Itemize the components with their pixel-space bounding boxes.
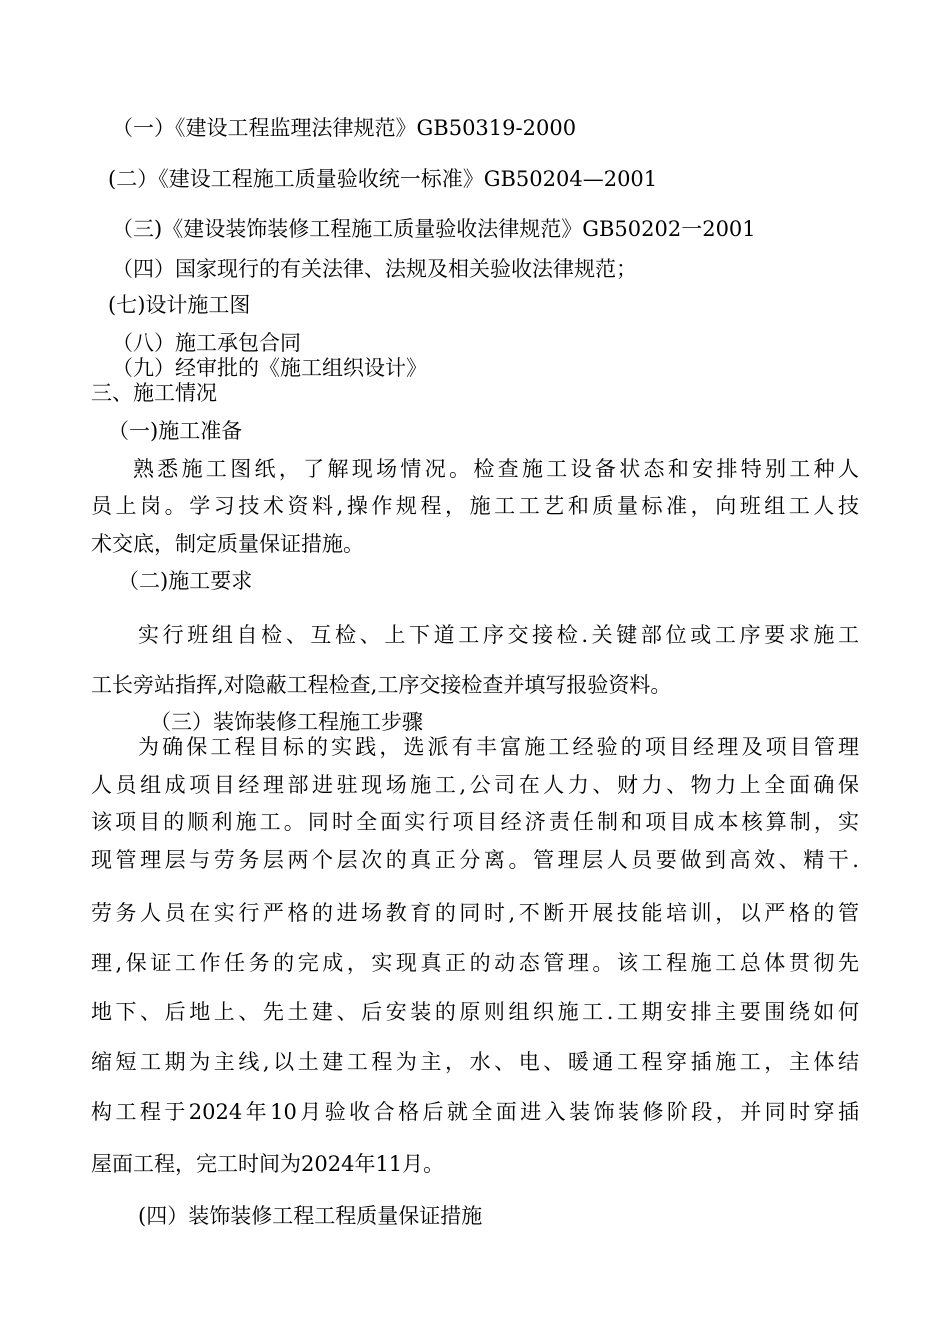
steps-line: 理,保证工作任务的完成，实现真正的动态管理。该工程施工总体贯彻先: [91, 951, 859, 975]
steps-line: 屋面工程，完工时间为2024年11月。: [91, 1152, 445, 1176]
reference-item-2: (二）《建设工程施工质量验收统一标准》GB50204—2001: [108, 167, 658, 191]
req-line: 实行班组自检、互检、上下道工序交接检.关键部位或工序要求施工: [138, 623, 859, 647]
req-line: 工长旁站指挥,对隐蔽工程检查,工序交接检查并填写报验资料。: [91, 673, 672, 697]
steps-line: 为确保工程目标的实践，选派有丰富施工经验的项目经理及项目管理: [138, 735, 859, 759]
section-title: 三、施工情况: [91, 381, 217, 405]
prep-heading: （一)施工准备: [108, 419, 243, 443]
prep-line: 术交底，制定质量保证措施。: [91, 532, 364, 556]
quality-heading: (四）装饰装修工程工程质量保证措施: [138, 1204, 483, 1228]
req-heading: （二)施工要求: [118, 569, 253, 593]
steps-line: 人员组成项目经理部进驻现场施工,公司在人力、财力、物力上全面确保: [91, 773, 859, 797]
reference-item-8: （八）施工承包合同: [112, 331, 301, 355]
prep-line: 员上岗。学习技术资料,操作规程，施工工艺和质量标准，向班组工人技: [91, 494, 859, 518]
steps-line: 劳务人员在实行严格的进场教育的同时,不断开展技能培训，以严格的管: [91, 901, 859, 925]
steps-line: 缩短工期为主线,以土建工程为主，水、电、暖通工程穿插施工，主体结: [91, 1050, 859, 1074]
reference-item-9: （九）经审批的《施工组织设计》: [112, 356, 427, 380]
prep-line: 熟悉施工图纸，了解现场情况。检查施工设备状态和安排特别工种人: [133, 457, 859, 481]
steps-line: 该项目的顺利施工。同时全面实行项目经济责任制和项目成本核算制，实: [91, 810, 859, 834]
reference-item-1: （一）《建设工程监理法律规范》GB50319-2000: [112, 116, 577, 140]
reference-item-3: （三)《建设装饰装修工程施工质量验收法律规范》GB50202一2001: [112, 217, 756, 241]
reference-item-4: （四）国家现行的有关法律、法规及相关验收法律规范；: [112, 257, 637, 281]
steps-line: 构工程于2024年10月验收合格后就全面进入装饰装修阶段，并同时穿插: [91, 1100, 859, 1124]
steps-line: 现管理层与劳务层两个层次的真正分离。管理层人员要做到高效、精干.: [91, 848, 859, 872]
reference-item-7: (七)设计施工图: [108, 293, 251, 317]
steps-line: 地下、后地上、先土建、后安装的原则组织施工.工期安排主要围绕如何: [91, 1000, 859, 1024]
steps-heading: （三）装饰装修工程施工步骤: [150, 710, 423, 734]
